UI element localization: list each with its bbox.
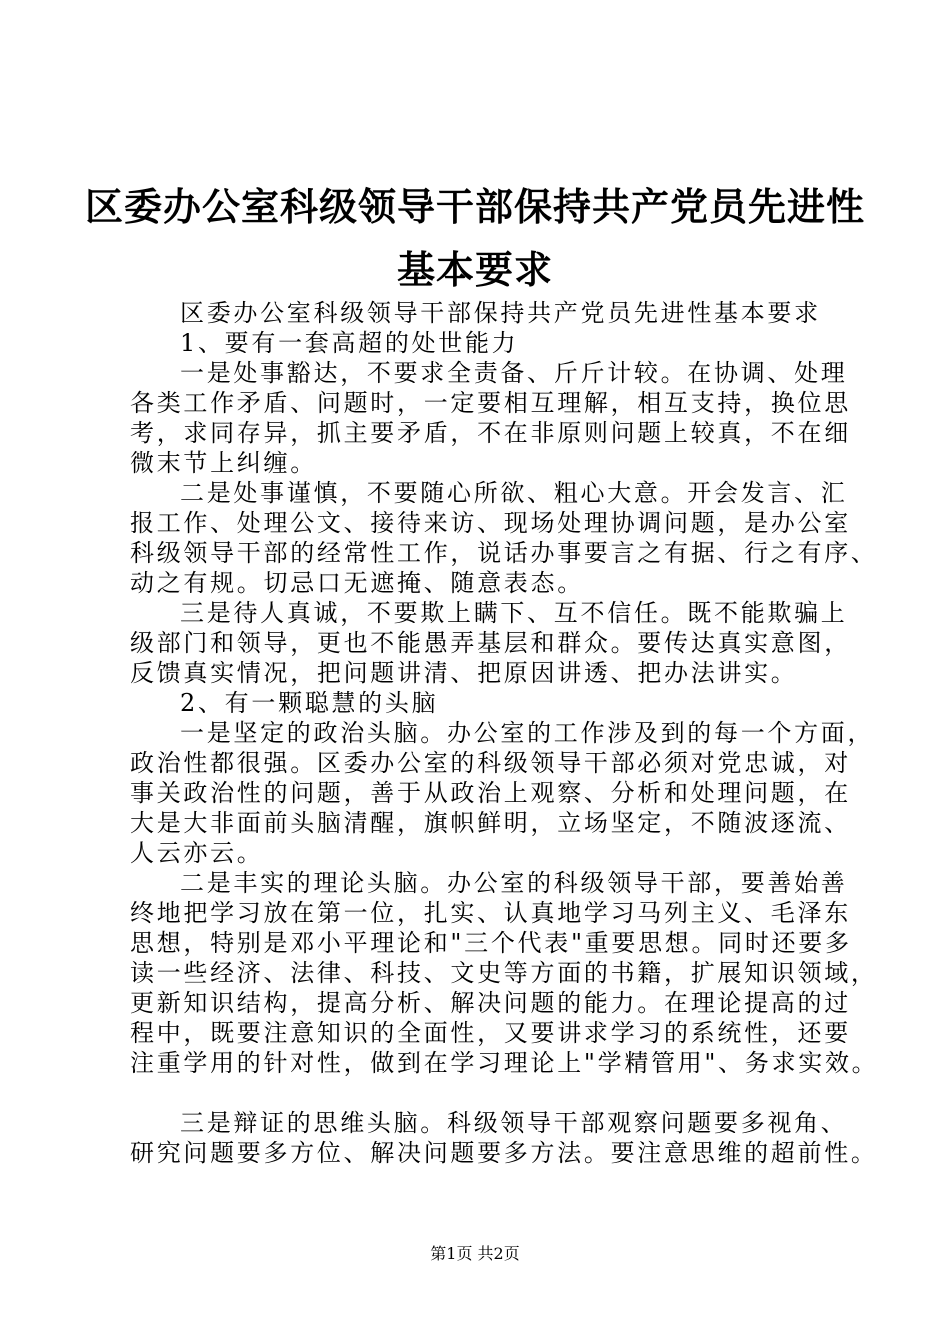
paragraph-line: 更新知识结构，提高分析、解决问题的能力。在理论提高的过 <box>130 989 851 1017</box>
paragraph-line: 二是丰实的理论头脑。办公室的科级领导干部，要善始善 <box>180 869 848 897</box>
paragraph-line: 研究问题要多方位、解决问题要多方法。要注意思维的超前性。 <box>130 1139 878 1167</box>
paragraph-line: 科级领导干部的经常性工作，说话办事要言之有据、行之有序、 <box>130 539 878 567</box>
paragraph-line: 三是辩证的思维头脑。科级领导干部观察问题要多视角、 <box>180 1109 848 1137</box>
paragraph-line: 人云亦云。 <box>130 839 264 867</box>
paragraph-line: 考，求同存异，抓主要矛盾，不在非原则问题上较真，不在细 <box>130 419 851 447</box>
paragraph-spacer <box>130 1078 850 1108</box>
document-body <box>130 298 879 1168</box>
section-heading-1: 1、要有一套高超的处世能力 <box>180 329 519 357</box>
paragraph-line: 大是大非面前头脑清醒，旗帜鲜明，立场坚定，不随波逐流、 <box>130 809 851 837</box>
paragraph-line: 事关政治性的问题，善于从政治上观察、分析和处理问题，在 <box>130 779 851 807</box>
paragraph-line: 终地把学习放在第一位，扎实、认真地学习马列主义、毛泽东 <box>130 899 851 927</box>
paragraph-line: 微末节上纠缠。 <box>130 449 317 477</box>
paragraph-line: 读一些经济、法律、科技、文史等方面的书籍，扩展知识领域， <box>130 959 878 987</box>
paragraph-line: 动之有规。切忌口无遮掩、随意表态。 <box>130 569 584 597</box>
document-title-line-1: 区委办公室科级领导干部保持共产党员先进性 <box>84 184 865 229</box>
paragraph-line: 各类工作矛盾、问题时，一定要相互理解，相互支持，换位思 <box>130 389 851 417</box>
paragraph-line: 报工作、处理公文、接待来访、现场处理协调问题，是办公室 <box>130 509 851 537</box>
paragraph-line: 思想，特别是邓小平理论和"三个代表"重要思想。同时还要多 <box>130 929 852 957</box>
paragraph-line: 注重学用的针对性，做到在学习理论上"学精管用"、务求实效。 <box>130 1049 879 1077</box>
paragraph-line: 程中，既要注意知识的全面性，又要讲求学习的系统性，还要 <box>130 1019 851 1047</box>
paragraph-line: 三是待人真诚，不要欺上瞒下、互不信任。既不能欺骗上 <box>180 599 848 627</box>
paragraph-line: 一是坚定的政治头脑。办公室的工作涉及到的每一个方面， <box>180 719 875 747</box>
section-heading-2: 2、有一颗聪慧的头脑 <box>180 689 439 717</box>
document-title-line-2: 基本要求 <box>396 247 553 292</box>
paragraph-line: 反馈真实情况，把问题讲清、把原因讲透、把办法讲实。 <box>130 659 798 687</box>
paragraph-line: 政治性都很强。区委办公室的科级领导干部必须对党忠诚，对 <box>130 749 851 777</box>
page-footer: 第1页 共2页 <box>430 1244 520 1263</box>
paragraph-line: 一是处事豁达，不要求全责备、斤斤计较。在协调、处理 <box>180 359 848 387</box>
paragraph-line: 二是处事谨慎，不要随心所欲、粗心大意。开会发言、汇 <box>180 479 848 507</box>
paragraph-line: 级部门和领导，更也不能愚弄基层和群众。要传达真实意图， <box>130 629 851 657</box>
body-subtitle: 区委办公室科级领导干部保持共产党员先进性基本要求 <box>180 299 821 327</box>
